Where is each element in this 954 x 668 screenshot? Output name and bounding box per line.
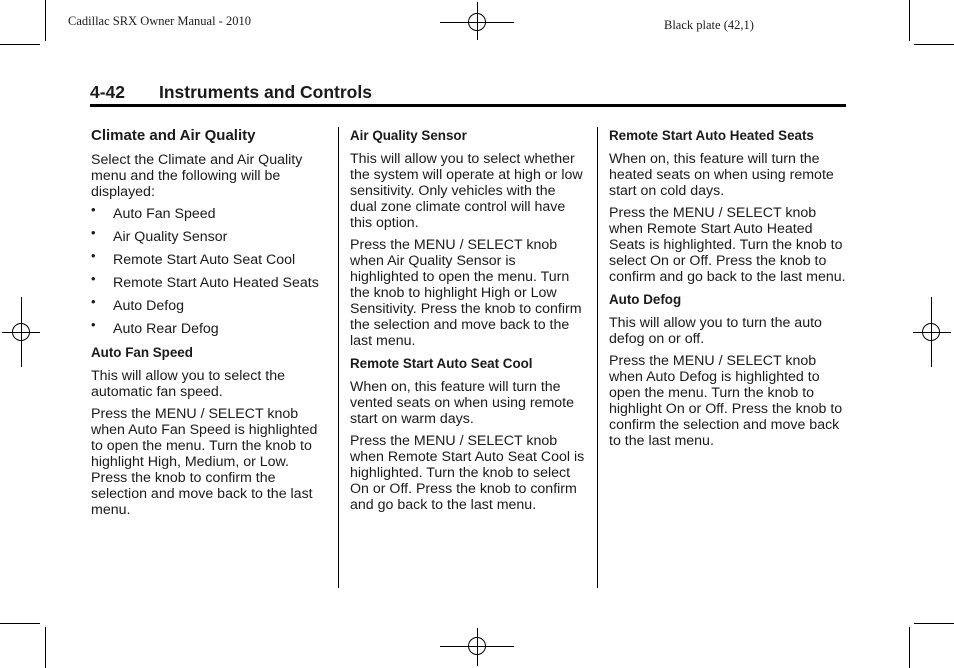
seat-cool-text-1: When on, this feature will turn the vented seats on when using remote start on warm days. xyxy=(350,379,574,427)
bullet-icon: • xyxy=(91,225,96,240)
heated-seats-text-2: Press the MENU / SELECT knob when Remote Start Auto Heated Seats is highlighted. Turn the knob to select On or Off. Press the knob to confirm and go back to the last menu. xyxy=(609,205,846,285)
crop-mark-tr-v xyxy=(909,0,910,41)
plate-label: Black plate (42,1) xyxy=(664,18,754,32)
auto-fan-speed-heading: Auto Fan Speed xyxy=(91,345,193,360)
climate-heading: Climate and Air Quality xyxy=(91,127,256,144)
seat-cool-heading: Remote Start Auto Seat Cool xyxy=(350,356,533,371)
list-item: • Auto Defog xyxy=(91,294,184,314)
section-title: Instruments and Controls xyxy=(159,82,372,102)
bullet-icon: • xyxy=(91,317,96,332)
bullet-icon: • xyxy=(91,202,96,217)
heated-seats-text-1: When on, this feature will turn the heated seats on when using remote start on cold days. xyxy=(609,151,834,199)
list-item: • Auto Rear Defog xyxy=(91,317,219,337)
auto-defog-text-1: This will allow you to turn the auto defog on or off. xyxy=(609,315,822,347)
seat-cool-text-2: Press the MENU / SELECT knob when Remote Start Auto Seat Cool is highlighted. Turn the knob to select On or Off. Press the knob to confirm and go back to the last menu. xyxy=(350,433,585,513)
crop-mark-tl-v xyxy=(45,0,46,41)
crop-mark-bl-v xyxy=(45,627,46,668)
list-item: • Remote Start Auto Heated Seats xyxy=(91,271,319,291)
crop-mark-tr-h xyxy=(914,44,954,45)
climate-intro: Select the Climate and Air Quality menu and the following will be displayed: xyxy=(91,152,303,200)
crop-mark-bl-h xyxy=(0,623,40,624)
air-quality-text-2: Press the MENU / SELECT knob when Air Quality Sensor is highlighted to open the menu. Turn the knob to highlight High or Low Sensitivity. Press the knob to confirm the selection and move back to the last menu. xyxy=(350,237,582,349)
column-3 xyxy=(609,127,847,455)
auto-defog-heading: Auto Defog xyxy=(609,292,682,307)
air-quality-text-1: This will allow you to select whether the system will operate at high or low sensitivity. Only vehicles with the dual zone climate control will have this option. xyxy=(350,151,583,231)
manual-title: Cadillac SRX Owner Manual - 2010 xyxy=(68,14,251,28)
column-divider-1 xyxy=(338,127,339,588)
auto-fan-speed-text-2: Press the MENU / SELECT knob when Auto Fan Speed is highlighted to open the menu. Turn the knob to highlight High, Medium, or Low. Press the knob to confirm the selection and move back to the last menu. xyxy=(91,406,318,518)
crop-mark-tl-h xyxy=(0,44,40,45)
list-item: • Air Quality Sensor xyxy=(91,225,228,245)
crop-mark-br-h xyxy=(914,623,954,624)
auto-fan-speed-text-1: This will allow you to select the automatic fan speed. xyxy=(91,368,285,400)
bullet-icon: • xyxy=(91,294,96,309)
list-item: • Auto Fan Speed xyxy=(91,202,216,222)
column-1 xyxy=(91,127,329,524)
page-header xyxy=(90,79,846,107)
climate-menu-list xyxy=(91,202,329,337)
bullet-icon: • xyxy=(91,271,96,286)
column-2 xyxy=(350,127,586,519)
column-divider-2 xyxy=(597,127,598,588)
air-quality-heading: Air Quality Sensor xyxy=(350,128,467,143)
list-item: • Remote Start Auto Seat Cool xyxy=(91,248,296,268)
auto-defog-text-2: Press the MENU / SELECT knob when Auto Defog is highlighted to open the menu. Turn the knob to highlight On or Off. Press the knob to confirm the selection and move back to the last menu. xyxy=(609,353,843,449)
bullet-icon: • xyxy=(91,248,96,263)
heated-seats-heading: Remote Start Auto Heated Seats xyxy=(609,128,814,143)
crop-mark-br-v xyxy=(909,627,910,668)
page-number: 4-42 xyxy=(90,82,126,102)
